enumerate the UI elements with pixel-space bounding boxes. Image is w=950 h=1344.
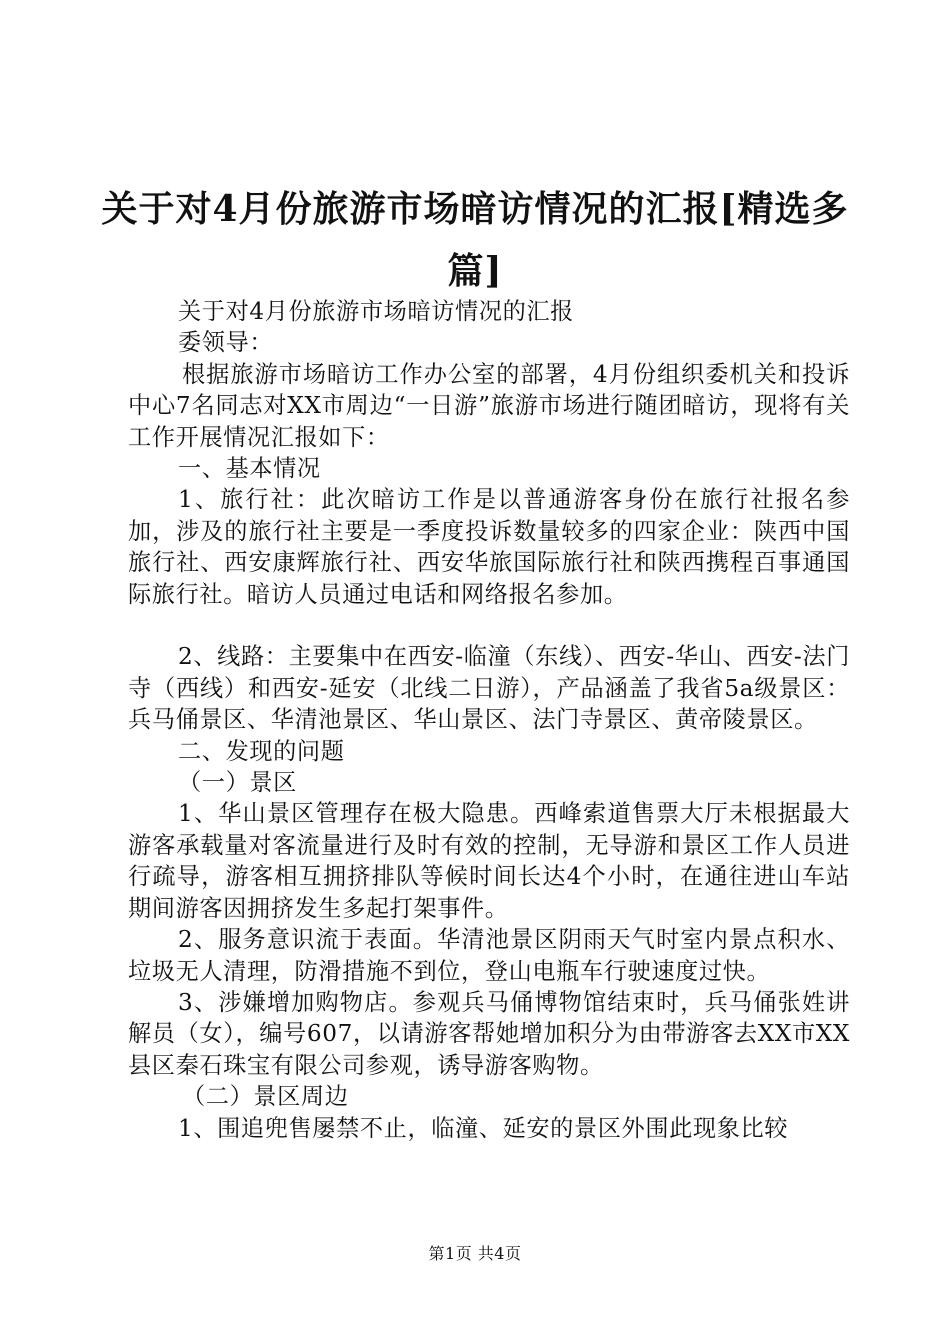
paragraph-routes: 2、线路：主要集中在西安-临潼（东线）、西安-华山、西安-法门寺（西线）和西安-延安（北线二日游），产品涵盖了我省5a级景区：兵马俑景区、华清池景区、华山景区、法门寺景区、黄帝陵景区。 [128,643,850,734]
report-heading: 关于对4月份旅游市场暗访情况的汇报 [178,298,574,325]
section-heading-basic: 一、基本情况 [178,455,321,483]
paragraph-huaqingchi: 2、服务意识流于表面。华清池景区阴雨天气时室内景点积水、垃圾无人清理，防滑措施不到位，登山电瓶车行驶速度过快。 [128,926,850,985]
paragraph-huashan: 1、华山景区管理存在极大隐患。西峰索道售票大厅未根据最大游客承载量对客流量进行及时有效的控制，无导游和景区工作人员进行疏导，游客相互拥挤排队等候时间长达4个小时，在通往进山车站期间游客因拥挤发生多起打架事件。 [128,800,850,922]
document-title: 关于对4月份旅游市场暗访情况的汇报[精选多篇] [101,188,849,292]
paragraph-shopping: 3、涉嫌增加购物店。参观兵马俑博物馆结束时，兵马俑张姓讲解员（女），编号607，以请游客帮她增加积分为由带游客去XX市XX县区秦石珠宝有限公司参观，诱导游客购物。 [128,988,850,1079]
salutation: 委领导： [178,329,274,357]
subsection-heading-scenic: （一）景区 [178,769,297,797]
intro-paragraph: 根据旅游市场暗访工作办公室的部署，4月份组织委机关和投诉中心7名同志对XX市周边“一日游”旅游市场进行随团暗访，现将有关工作开展情况汇报如下： [128,360,850,451]
blank-line [128,610,850,641]
subsection-heading-surroundings: （二）景区周边 [182,1083,349,1111]
paragraph-travel-agencies: 1、旅行社：此次暗访工作是以普通游客身份在旅行社报名参加，涉及的旅行社主要是一季度投诉数量较多的四家企业：陕西中国旅行社、西安康辉旅行社、西安华旅国际旅行社和陕西携程百事通国际旅行社。暗访人员通过电话和网络报名参加。 [128,486,850,608]
page-footer: 第1页 共4页 [428,1244,522,1263]
paragraph-peddling: 1、围追兜售屡禁不止，临潼、延安的景区外围此现象比较 [178,1114,789,1142]
document-body [128,296,850,1144]
section-heading-problems: 二、发现的问题 [178,737,345,765]
